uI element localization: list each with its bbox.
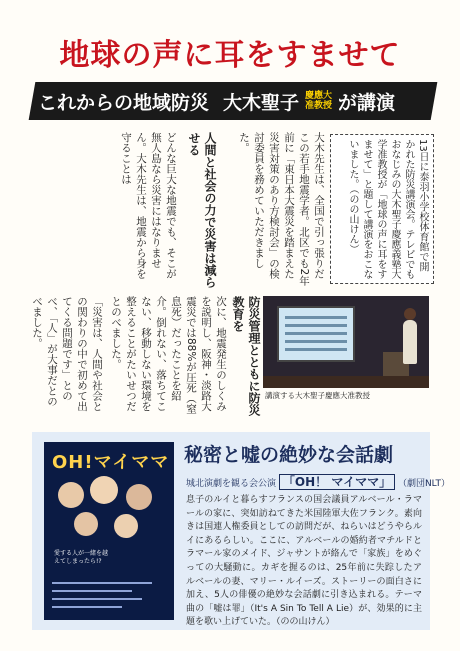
- article-col2b: 「災害は、人間や社会との関わりの中で初めて出てくる問題です」とのべ、「人」が大事だとのべました。: [31, 296, 103, 412]
- banner: [38, 84, 430, 118]
- poster-tagline: 愛する人が一緒を越えてしまったら!?: [54, 550, 109, 565]
- play-title: 「OH！ マイママ」: [279, 474, 395, 490]
- speaker: [403, 320, 417, 364]
- stage: [263, 376, 429, 388]
- play-poster: [44, 442, 174, 620]
- banner-end: が講演: [338, 91, 396, 114]
- lecture-photo: [263, 296, 429, 388]
- speaker-head: [404, 308, 416, 320]
- projection-screen: [277, 306, 355, 362]
- article-heading-1: 人間と社会の力で災害は減らせる: [187, 132, 217, 288]
- poster-figure: [114, 514, 138, 538]
- banner-affiliation: 慶應大 准教授: [305, 91, 333, 111]
- banner-main: これからの地域防災: [38, 91, 210, 114]
- lead-box: [330, 134, 434, 284]
- article-col1: 大木先生は、全国で引っ張りだこの若手地震学者。北区でも2年前に「東日本大震災を踏まえた災害対策のあり方検討会」の検討委員を務めていただきました。: [238, 132, 325, 286]
- poster-figure: [58, 482, 84, 508]
- review-subtitle: 城北演劇を観る会公演 「OH！ マイママ」 （劇団NLT）: [186, 475, 450, 489]
- review-body: 息子のルイと暮らすフランスの国会議員アルベール・ラマールの家に、突如訪ねてきた米国陸軍大佐フランク。素向きは国連人権委員としての訪問だが、ねらいはどうやらルイにあるらしい。ここに、アルベールの婚約者マチルドとラマール家のメイド、ジャサントが絡んで「家族」をめぐっての大騒動に。カギを握るのは、25年前に失踪したアルベールの妻、マリー・ルイーズ。ストーリーの面白さに加え、5人の俳優の絶妙な会話劇に引き込まれる。テーマ曲の「嘘は罪」（It's A Sin To Tell A Lie）が、効果的に主題を歌い上げていた。（のの山けん）: [186, 495, 422, 628]
- article-heading-2: 防災管理とともに防災教育を: [231, 296, 261, 416]
- poster-title: OH!マイママ: [52, 452, 170, 473]
- poster-figure: [126, 484, 152, 510]
- banner-name: 大木聖子: [223, 91, 300, 114]
- poster-figure: [90, 476, 118, 504]
- lead-text: 13日に泰羽小学校体育館で開かれた防災講演会。テレビでもおなじみの大木聖子慶應義塾大学准教授が「地球の声に耳をすませて」と題して講演をおこないました。（のの山けん）: [347, 139, 428, 279]
- page-title: 地球の声に耳をすませて: [59, 38, 401, 73]
- article-col4: 次に、地震発生のしくみを説明し、阪神・淡路大震災では88%が圧死（窒息死）だったことを紹介。倒れない、落ちてこない、移動しない環境を整えることがたいせつだとのべました。: [110, 296, 227, 414]
- article-col2: どんな巨大な地震でも、そこが無人島なら災害にはなりません。大木先生は、地震から身を守ることは: [120, 132, 177, 279]
- review-title: 秘密と嘘の絶妙な会話劇: [184, 444, 394, 466]
- poster-figure: [74, 512, 98, 536]
- photo-caption: 講演する大木聖子慶應大准教授: [265, 391, 370, 400]
